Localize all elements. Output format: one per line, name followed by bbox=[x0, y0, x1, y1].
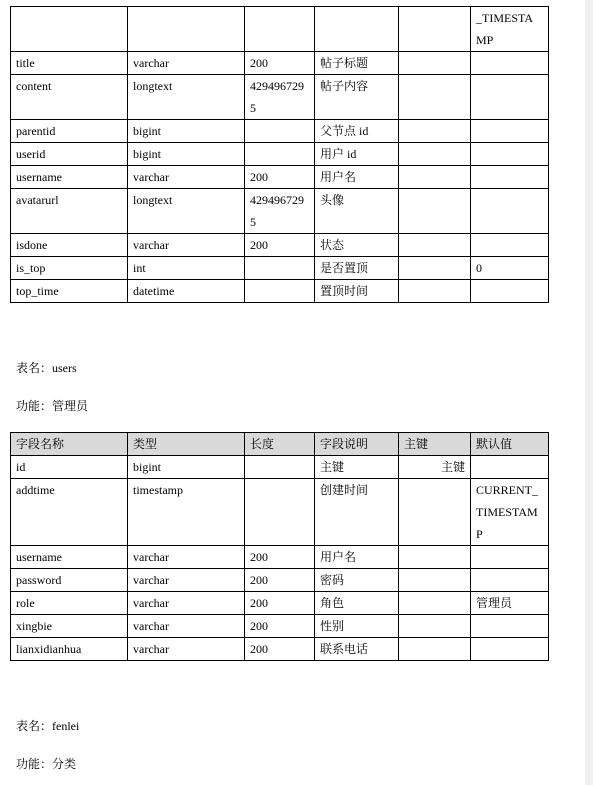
field-pk-cell bbox=[399, 7, 471, 52]
field-default-cell: CURRENT_TIMESTAMP bbox=[471, 479, 549, 546]
field-type-cell: varchar bbox=[128, 546, 245, 569]
field-default-cell: 管理员 bbox=[471, 592, 549, 615]
field-pk-cell bbox=[399, 280, 471, 303]
field-default-cell bbox=[471, 546, 549, 569]
table-row bbox=[11, 7, 549, 52]
field-pk-cell bbox=[399, 638, 471, 661]
field-type-cell: varchar bbox=[128, 615, 245, 638]
field-default-cell bbox=[471, 638, 549, 661]
field-type-cell: int bbox=[128, 257, 245, 280]
field-name-cell: username bbox=[11, 546, 128, 569]
field-default-cell bbox=[471, 615, 549, 638]
field-default-cell bbox=[471, 569, 549, 592]
table-row bbox=[11, 257, 549, 280]
field-desc-cell: 帖子内容 bbox=[315, 75, 399, 120]
users-fields-table bbox=[10, 432, 549, 661]
field-type-cell: varchar bbox=[128, 234, 245, 257]
field-name-cell: role bbox=[11, 592, 128, 615]
field-default-cell bbox=[471, 52, 549, 75]
field-type-cell: timestamp bbox=[128, 479, 245, 546]
field-pk-cell bbox=[399, 569, 471, 592]
field-length-cell: 200 bbox=[245, 569, 315, 592]
field-type-cell bbox=[128, 7, 245, 52]
table-row bbox=[11, 280, 549, 303]
header-field-name: 字段名称 bbox=[11, 433, 128, 456]
field-type-cell: bigint bbox=[128, 143, 245, 166]
field-pk-cell bbox=[399, 189, 471, 234]
field-name-cell: avatarurl bbox=[11, 189, 128, 234]
field-type-cell: varchar bbox=[128, 166, 245, 189]
field-name-cell: top_time bbox=[11, 280, 128, 303]
field-default-cell bbox=[471, 120, 549, 143]
field-default-cell: _TIMESTAMP bbox=[471, 7, 549, 52]
scrollbar-track[interactable] bbox=[585, 0, 593, 785]
field-pk-cell bbox=[399, 143, 471, 166]
table-name-line: 表名：fenlei bbox=[16, 719, 80, 733]
field-pk-cell: 主键 bbox=[399, 456, 471, 479]
field-length-cell: 200 bbox=[245, 52, 315, 75]
field-default-cell bbox=[471, 189, 549, 234]
table-row bbox=[11, 615, 549, 638]
field-desc-cell: 联系电话 bbox=[315, 638, 399, 661]
field-pk-cell bbox=[399, 234, 471, 257]
table-row bbox=[11, 569, 549, 592]
header-length: 长度 bbox=[245, 433, 315, 456]
field-name-cell: password bbox=[11, 569, 128, 592]
field-pk-cell bbox=[399, 120, 471, 143]
header-type: 类型 bbox=[128, 433, 245, 456]
field-pk-cell bbox=[399, 615, 471, 638]
field-pk-cell bbox=[399, 257, 471, 280]
field-name-cell: userid bbox=[11, 143, 128, 166]
table-row bbox=[11, 479, 549, 546]
field-name-cell bbox=[11, 7, 128, 52]
field-desc-cell: 状态 bbox=[315, 234, 399, 257]
field-default-cell bbox=[471, 75, 549, 120]
field-length-cell: 200 bbox=[245, 234, 315, 257]
field-name-cell: title bbox=[11, 52, 128, 75]
table-row bbox=[11, 75, 549, 120]
field-default-cell bbox=[471, 456, 549, 479]
field-pk-cell bbox=[399, 75, 471, 120]
field-name-cell: addtime bbox=[11, 479, 128, 546]
field-pk-cell bbox=[399, 166, 471, 189]
field-default-cell bbox=[471, 143, 549, 166]
field-length-cell bbox=[245, 479, 315, 546]
header-primary-key: 主键 bbox=[399, 433, 471, 456]
field-desc-cell: 头像 bbox=[315, 189, 399, 234]
field-length-cell bbox=[245, 7, 315, 52]
field-desc-cell: 用户 id bbox=[315, 143, 399, 166]
field-type-cell: longtext bbox=[128, 189, 245, 234]
field-length-cell bbox=[245, 257, 315, 280]
field-pk-cell bbox=[399, 52, 471, 75]
table-row bbox=[11, 189, 549, 234]
field-length-cell: 200 bbox=[245, 638, 315, 661]
table-function-line: 功能：管理员 bbox=[16, 399, 89, 413]
table-row bbox=[11, 120, 549, 143]
field-type-cell: varchar bbox=[128, 638, 245, 661]
field-type-cell: longtext bbox=[128, 75, 245, 120]
field-type-cell: varchar bbox=[128, 592, 245, 615]
field-desc-cell: 主键 bbox=[315, 456, 399, 479]
field-length-cell bbox=[245, 456, 315, 479]
field-length-cell bbox=[245, 143, 315, 166]
field-desc-cell: 角色 bbox=[315, 592, 399, 615]
field-name-cell: username bbox=[11, 166, 128, 189]
field-name-cell: parentid bbox=[11, 120, 128, 143]
field-type-cell: varchar bbox=[128, 569, 245, 592]
field-length-cell: 200 bbox=[245, 615, 315, 638]
field-desc-cell bbox=[315, 7, 399, 52]
table-row bbox=[11, 166, 549, 189]
field-desc-cell: 置顶时间 bbox=[315, 280, 399, 303]
table-row bbox=[11, 143, 549, 166]
field-type-cell: varchar bbox=[128, 52, 245, 75]
field-default-cell bbox=[471, 234, 549, 257]
field-length-cell: 200 bbox=[245, 592, 315, 615]
field-name-cell: id bbox=[11, 456, 128, 479]
field-pk-cell bbox=[399, 479, 471, 546]
field-length-cell: 200 bbox=[245, 546, 315, 569]
field-length-cell bbox=[245, 280, 315, 303]
field-length-cell: 4294967295 bbox=[245, 75, 315, 120]
field-pk-cell bbox=[399, 546, 471, 569]
table-row bbox=[11, 52, 549, 75]
table-row bbox=[11, 456, 549, 479]
field-name-cell: isdone bbox=[11, 234, 128, 257]
header-default: 默认值 bbox=[471, 433, 549, 456]
field-default-cell: 0 bbox=[471, 257, 549, 280]
field-desc-cell: 密码 bbox=[315, 569, 399, 592]
field-desc-cell: 性别 bbox=[315, 615, 399, 638]
field-name-cell: lianxidianhua bbox=[11, 638, 128, 661]
field-length-cell: 200 bbox=[245, 166, 315, 189]
table-header-row bbox=[11, 433, 549, 456]
field-name-cell: content bbox=[11, 75, 128, 120]
field-type-cell: bigint bbox=[128, 120, 245, 143]
forum-fields-table bbox=[10, 6, 549, 303]
field-pk-cell bbox=[399, 592, 471, 615]
table-name-line: 表名：users bbox=[16, 361, 77, 375]
header-description: 字段说明 bbox=[315, 433, 399, 456]
table-row bbox=[11, 546, 549, 569]
field-desc-cell: 用户名 bbox=[315, 166, 399, 189]
table-row bbox=[11, 234, 549, 257]
field-name-cell: xingbie bbox=[11, 615, 128, 638]
field-name-cell: is_top bbox=[11, 257, 128, 280]
field-default-cell bbox=[471, 280, 549, 303]
field-desc-cell: 是否置顶 bbox=[315, 257, 399, 280]
field-desc-cell: 父节点 id bbox=[315, 120, 399, 143]
table-function-line: 功能：分类 bbox=[16, 757, 77, 771]
field-type-cell: datetime bbox=[128, 280, 245, 303]
field-type-cell: bigint bbox=[128, 456, 245, 479]
field-desc-cell: 创建时间 bbox=[315, 479, 399, 546]
table-row bbox=[11, 638, 549, 661]
field-desc-cell: 帖子标题 bbox=[315, 52, 399, 75]
field-default-cell bbox=[471, 166, 549, 189]
field-length-cell bbox=[245, 120, 315, 143]
field-desc-cell: 用户名 bbox=[315, 546, 399, 569]
field-length-cell: 4294967295 bbox=[245, 189, 315, 234]
table-row bbox=[11, 592, 549, 615]
